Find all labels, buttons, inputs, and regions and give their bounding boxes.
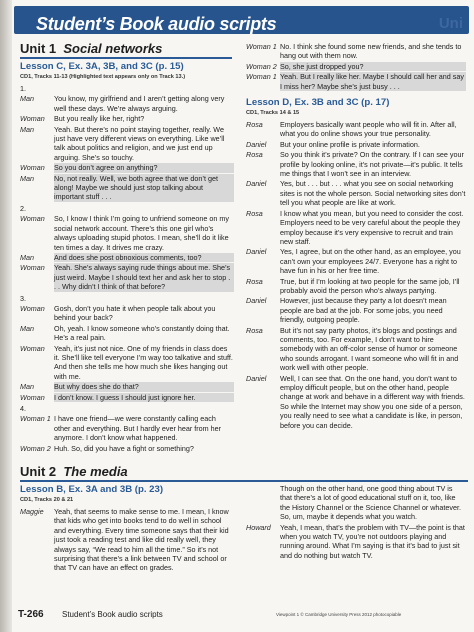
dialogue-line xyxy=(246,326,466,373)
speaker: Woman xyxy=(20,343,45,353)
speaker: Rosa xyxy=(246,150,263,160)
highlighted-speech: No, not really. Well, we both agree that we don’t get along! Maybe we should just stop talking about important stuff . . . xyxy=(54,174,234,202)
header-banner xyxy=(14,6,469,34)
dialogue-line xyxy=(20,114,234,123)
dialogue-line xyxy=(246,247,466,275)
unit2-label: Unit 2 xyxy=(20,464,57,479)
lesson-c-heading: Lesson C, Ex. 3A, 3B, and 3C (p. 15) xyxy=(20,61,184,72)
unit1-title xyxy=(20,41,162,56)
dialogue-line xyxy=(20,304,234,323)
speech: Yes, but . . . but . . . what you see on social networking sites is not the whole person. Social networking sites don’t tell you what people are like at work. xyxy=(280,179,466,208)
dialogue-line xyxy=(246,72,466,91)
speaker: Howard xyxy=(246,522,271,532)
speaker: Man xyxy=(20,323,34,333)
speech: So you think it’s private? On the contrary. If I can see your profile by looking online, it’s not private—it’s public. It tells me things that I won’t see in an interview. xyxy=(280,150,464,179)
speaker: Man xyxy=(20,124,34,134)
highlighted-speech: So, she just dropped you? xyxy=(280,62,466,71)
speaker: Rosa xyxy=(246,208,263,218)
bleed-through-text: Uni xyxy=(438,15,463,32)
highlighted-speech: I don’t know. I guess I should just ignore her. xyxy=(54,393,234,402)
dialogue-line xyxy=(246,42,466,61)
speaker: Daniel xyxy=(246,139,267,149)
speech: Oh, yeah. I know someone who’s constantly doing that. He’s a real pain. xyxy=(54,323,230,343)
dialogue-line xyxy=(20,253,234,262)
speech: No. I think she found some new friends, and she tends to hang out with them now. xyxy=(280,42,462,61)
conversation-number: 1. xyxy=(20,84,26,93)
left-column xyxy=(20,61,234,454)
speaker: Woman xyxy=(20,214,45,224)
speech: Employers basically want people who will fit in. After all, what you do online shows your true personality. xyxy=(280,120,457,139)
dialogue-line xyxy=(246,140,466,149)
dialogue-line xyxy=(246,150,466,178)
dialogue-line xyxy=(246,277,466,296)
speaker: Man xyxy=(20,382,34,392)
dialogue-line xyxy=(246,484,466,522)
dialogue-line xyxy=(20,393,234,402)
speech: Yeah, it’s just not nice. One of my friends in class does it. She’ll like tell everyone I’m way too talkative and stuff. And then she tells me how much she likes hanging out with me. xyxy=(54,343,233,381)
dialogue-line xyxy=(20,382,234,391)
speaker: Rosa xyxy=(246,325,263,335)
highlighted-speech: Yeah. She’s always saying rude things about me. She’s just weird. Maybe I should text her and ask her to stop . . . Why didn’t I think of that before? xyxy=(54,263,234,291)
speaker: Woman 2 xyxy=(246,61,277,71)
unit2-right-column xyxy=(246,484,466,561)
dialogue-line xyxy=(20,163,234,172)
book-gutter xyxy=(0,0,12,632)
unit1-name: Social networks xyxy=(63,41,163,56)
dialogue-line xyxy=(20,174,234,202)
speech: However, just because they party a lot doesn’t mean people are bad at the job. For some jobs, you need friendly, outgoing people. xyxy=(280,296,447,325)
speech: You know, my girlfriend and I aren’t getting along very well these days. We’re always arguing. xyxy=(54,94,225,113)
unit1-label: Unit 1 xyxy=(20,41,57,56)
highlighted-speech: But why does she do that? xyxy=(54,382,234,391)
highlighted-speech: And does she post obnoxious comments, too? xyxy=(54,253,234,262)
lesson-d-tracks: CD1, Tracks 14 & 15 xyxy=(246,110,300,117)
dialogue-line xyxy=(20,263,234,291)
speaker: Man xyxy=(20,252,34,262)
speech: Yeah, I mean, that’s the problem with TV—the point is that when you watch TV, you’re not outdoors playing and running around. What I’m saying is that it’s bad to just sit and do nothing but watch TV. xyxy=(280,522,465,560)
speaker: Maggie xyxy=(20,507,44,516)
dialogue-line xyxy=(20,414,234,442)
speech: Well, I can see that. On the one hand, you don’t want to employ difficult people, but on the other hand, people change at work and behave in a different way with friends. So while the Internet may show you one side of a person, you really need to see what a candidate is like, in person, before you can decide. xyxy=(280,373,465,430)
speaker: Woman xyxy=(20,303,45,313)
dialogue-line xyxy=(20,507,234,573)
conversation-number: 3. xyxy=(20,293,26,303)
dialogue-line xyxy=(20,324,234,343)
speech-continued: Though on the other hand, one good thing about TV is that there’s a lot of good educational stuff on it, too, like the History Channel or the Science Channel or whatever. So, um, maybe it depends what you watch. xyxy=(280,484,461,522)
speaker: Woman 1 xyxy=(246,72,277,82)
highlighted-speech: So you don’t agree on anything? xyxy=(54,163,234,172)
dialogue-line xyxy=(246,62,466,71)
unit2-rule xyxy=(20,480,468,482)
speaker: Woman xyxy=(20,263,45,273)
speech: So, I know I think I’m going to unfriend someone on my social network account. There’s this one girl who’s always uploading stupid photos. I mean, she’ll do it like ten times a day. It drives me crazy. xyxy=(54,214,229,252)
dialogue-line xyxy=(20,214,234,252)
speaker: Man xyxy=(20,173,34,183)
unit1-rule xyxy=(20,57,232,59)
conversation-number: 2. xyxy=(20,203,26,213)
speech: But it’s not say party photos, it’s blogs and postings and comments, too. For example, I don’t want to hire somebody with an off-color sense of humor or someone who sounds arrogant. I want someone who will fit in and work well with other people. xyxy=(280,325,459,373)
speaker: Woman xyxy=(20,114,45,124)
page-number: T-266 xyxy=(18,609,44,620)
conversation-number: 4. xyxy=(20,404,26,413)
speaker: Daniel xyxy=(246,373,267,383)
right-column xyxy=(246,42,466,431)
lesson-b-tracks: CD1, Tracks 20 & 21 xyxy=(20,497,74,503)
speaker: Woman 1 xyxy=(246,42,277,51)
dialogue-line xyxy=(246,523,466,561)
speaker: Man xyxy=(20,94,34,104)
speaker: Rosa xyxy=(246,276,263,286)
speaker: Daniel xyxy=(246,179,267,189)
dialogue-line xyxy=(20,344,234,382)
speech: True, but if I’m looking at two people for the same job, I’ll probably avoid the person who’s always partying. xyxy=(280,276,460,295)
unit2-name: The media xyxy=(63,464,128,479)
speech: But you really like her, right? xyxy=(54,114,145,124)
unit2-left-column xyxy=(20,484,234,574)
lesson-d-heading: Lesson D, Ex. 3B and 3C (p. 17) xyxy=(246,97,390,109)
speaker: Daniel xyxy=(246,247,267,257)
footer-title: Student’s Book audio scripts xyxy=(62,610,163,619)
speech: Yeah. But there’s no point staying together, really. We just have very different views on everything. Like we’ll talk about politics and religion, and we just end up arguing. She’s so touchy. xyxy=(54,124,225,162)
speaker: Woman xyxy=(20,163,45,173)
speaker: Woman xyxy=(20,392,45,402)
copyright-notice: Viewpoint 1 © Cambridge University Press 2012 photocopiable xyxy=(276,612,402,617)
dialogue-line xyxy=(246,296,466,324)
page-footer xyxy=(18,609,458,623)
speaker: Woman 1 xyxy=(20,414,51,424)
speaker: Woman 2 xyxy=(20,443,51,453)
speech: Gosh, don’t you hate it when people talk about you behind your back? xyxy=(54,303,216,323)
speech: Huh. So, did you have a fight or something? xyxy=(54,443,194,453)
speech: I know what you mean, but you need to consider the cost. Employers need to be very careful about the people they employ because it’s very expensive to recruit and train new staff. xyxy=(280,208,464,246)
speech: Yeah, that seems to make sense to me. I mean, I know that kids who get into books tend to do well in school and everything. Every time someone says that their kid just took a reading test and like did really well, they always say, “We read to him all the time.” So it’s not surprising that there’s a link between TV and school or that TV can have an effect on grades. xyxy=(54,507,229,573)
dialogue-line xyxy=(246,374,466,430)
speech: I have one friend—we were constantly calling each other and everything. But I hardly ever hear from her anymore. I don’t know what happened. xyxy=(54,414,221,443)
dialogue-line xyxy=(20,444,234,453)
highlighted-speech: Yeah. But I really like her. Maybe I should call her and say I miss her? Maybe she’s just busy . . . xyxy=(280,72,466,91)
dialogue-line xyxy=(246,120,466,139)
lesson-b-heading: Lesson B, Ex. 3A and 3B (p. 23) xyxy=(20,484,164,495)
page-title: Student’s Book audio scripts xyxy=(36,14,277,34)
lesson-c-tracks: CD1, Tracks 11-13 (Highlighted text appears only on Track 13.) xyxy=(20,74,186,80)
unit2-title xyxy=(20,464,128,479)
speaker: Rosa xyxy=(246,120,263,130)
dialogue-line xyxy=(246,179,466,207)
speech: But your online profile is private information. xyxy=(280,139,420,149)
dialogue-line xyxy=(246,209,466,247)
speech: Yes, I agree, but on the other hand, as an employee, you can’t own your employees 24/7. Everyone has a right to have fun in his or her free time. xyxy=(280,247,461,276)
speaker: Daniel xyxy=(246,296,267,306)
dialogue-line xyxy=(20,94,234,113)
dialogue-line xyxy=(20,125,234,163)
